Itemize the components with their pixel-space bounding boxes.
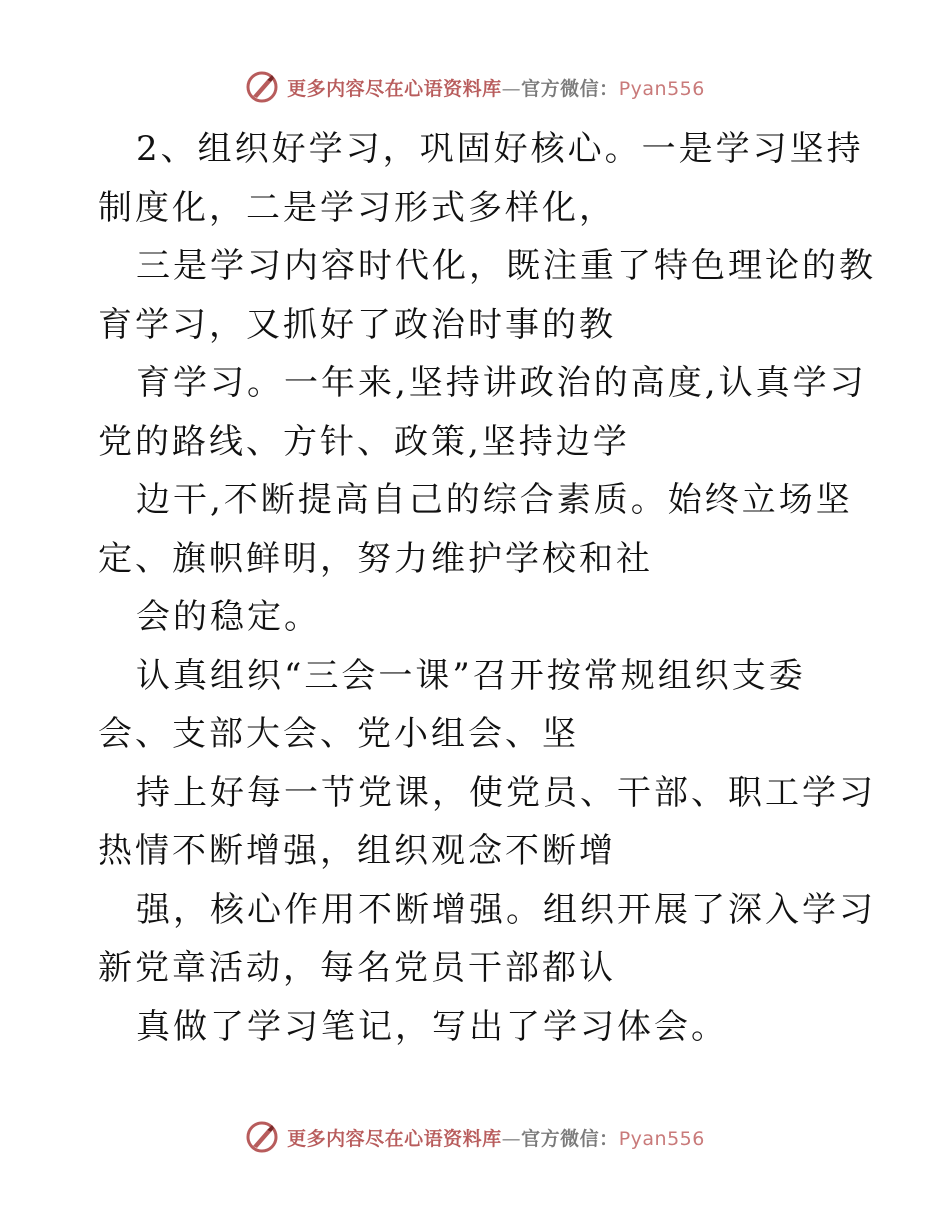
header-banner — [287, 74, 705, 101]
footer-watermark — [0, 1120, 950, 1154]
header-banner-account: Pyan556 — [618, 77, 705, 100]
header-banner-official: 官方微信： — [521, 77, 619, 100]
paragraph-6: 认真组织“三会一课”召开按常规组织支委会、支部大会、党小组会、坚 — [98, 655, 806, 754]
footer-banner-official: 官方微信： — [521, 1127, 619, 1150]
paragraph-2: 三是学习内容时代化，既注重了特色理论的教育学习，又抓好了政治时事的教 — [98, 246, 876, 345]
paragraph-4: 边干,不断提高自己的综合素质。始终立场坚定、旗帜鲜明，努力维护学校和社 — [98, 480, 853, 579]
paragraph-3: 育学习。一年来,坚持讲政治的高度,认真学习党的路线、方针、政策,坚持边学 — [98, 363, 867, 462]
paragraph-1: 2、组织好学习，巩固好核心。一是学习坚持制度化，二是学习形式多样化， — [98, 129, 864, 228]
header-watermark — [0, 70, 950, 104]
footer-banner-dash: — — [501, 1127, 522, 1150]
footer-banner-account: Pyan556 — [618, 1127, 705, 1150]
footer-banner — [287, 1124, 705, 1151]
document-body — [98, 120, 878, 1056]
pen-logo-icon — [245, 1120, 279, 1154]
footer-banner-title: 更多内容尽在心语资料库 — [287, 1127, 502, 1150]
pen-logo-icon — [245, 70, 279, 104]
paragraph-8: 强，核心作用不断增强。组织开展了深入学习新党章活动，每名党员干部都认 — [98, 889, 876, 988]
paragraph-9: 真做了学习笔记，写出了学习体会。 — [136, 1006, 728, 1047]
paragraph-5: 会的稳定。 — [136, 597, 321, 637]
header-banner-title: 更多内容尽在心语资料库 — [287, 77, 502, 100]
header-banner-dash: — — [501, 77, 522, 100]
paragraph-7: 持上好每一节党课，使党员、干部、职工学习热情不断增强，组织观念不断增 — [98, 772, 876, 871]
